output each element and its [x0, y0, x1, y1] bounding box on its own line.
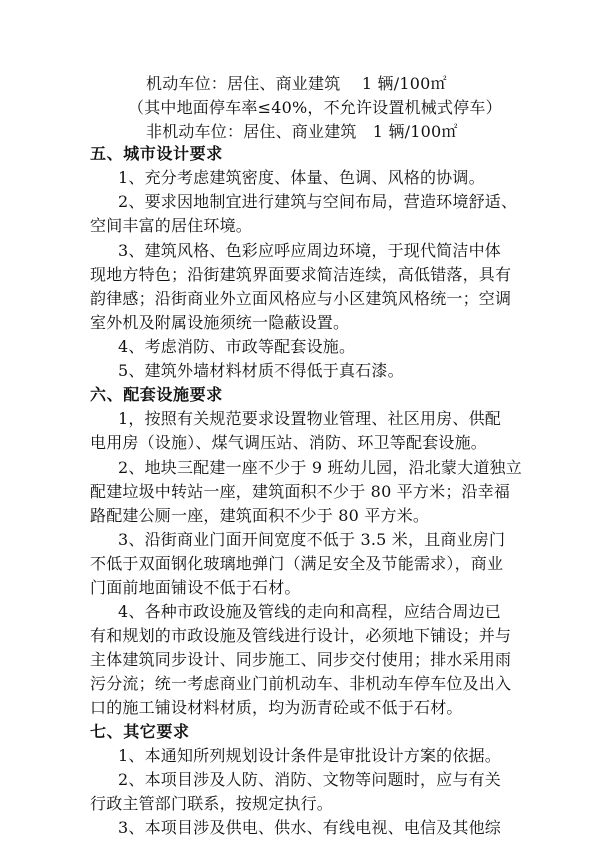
section-6-line: 配建垃圾中转站一座，建筑面积不少于 80 平方米；沿幸福 [90, 482, 511, 501]
section-5-line: 韵律感；沿街商业外立面风格应与小区建筑风格统一；空调 [90, 289, 512, 308]
section-5-line: 5、建筑外墙材料材质不得低于真石漆。 [118, 361, 404, 380]
section-6-line: 有和规划的市政设施及管线进行设计，必须地下铺设；并与 [90, 626, 512, 645]
section-6-line: 2、地块三配建一座不少于 9 班幼儿园，沿北蒙大道独立 [118, 458, 522, 477]
section-6-line: 3、沿街商业门面开间宽度不低于 3.5 米，且商业房门 [118, 530, 506, 549]
section-5-line: 2、要求因地制宜进行建筑与空间布局，营造环境舒适、 [118, 192, 518, 211]
section-7-line: 3、本项目涉及供电、供水、有线电视、电信及其他综 [118, 818, 501, 837]
section-6-title: 六、配套设施要求 [90, 385, 223, 404]
parking-motor-note: （其中地面停车率≤40%，不允许设置机械式停车） [128, 98, 502, 117]
section-7-line: 行政主管部门联系，按规定执行。 [90, 794, 334, 813]
section-5-title: 五、城市设计要求 [90, 144, 223, 163]
section-7-line: 2、本项目涉及人防、消防、文物等问题时，应与有关 [118, 770, 501, 789]
section-6-line: 电用房（设施）、煤气调压站、消防、环卫等配套设施。 [90, 433, 488, 452]
section-6-line: 路配建公厕一座，建筑面积不少于 80 平方米。 [90, 506, 430, 525]
section-6-line: 门面前地面铺设不低于石材。 [90, 578, 301, 597]
section-7-line: 1、本通知所列规划设计条件是审批设计方案的依据。 [118, 746, 501, 765]
section-6-line: 主体建筑同步设计、同步施工、同步交付使用；排水采用雨 [90, 650, 512, 669]
section-6-line: 污分流；统一考虑商业门前机动车、非机动车停车位及出入 [90, 674, 512, 693]
section-5-line: 室外机及附属设施须统一隐蔽设置。 [90, 313, 350, 332]
section-6-line: 4、各种市政设施及管线的走向和高程，应结合周边已 [118, 602, 501, 621]
section-6-line: 口的施工铺设材料材质，均为沥青砼或不低于石材。 [90, 698, 463, 717]
section-7-title: 七、其它要求 [90, 722, 190, 741]
section-5-line: 4、考虑消防、市政等配套设施。 [118, 337, 356, 356]
section-6-line: 不低于双面钢化玻璃地弹门（满足安全及节能需求），商业 [90, 554, 504, 573]
section-5-line: 1、充分考虑建筑密度、体量、色调、风格的协调。 [118, 168, 485, 187]
section-5-line: 3、建筑风格、色彩应呼应周边环境，于现代简洁中体 [118, 241, 501, 260]
section-5-line: 空间丰富的居住环境。 [90, 216, 253, 235]
section-5-line: 现地方特色；沿街建筑界面要求简洁连续，高低错落，具有 [90, 265, 512, 284]
parking-motor-line: 机动车位：居住、商业建筑 1 辆/100㎡ [146, 74, 447, 93]
parking-nonmotor-line: 非机动车位：居住、商业建筑 1 辆/100㎡ [146, 122, 458, 141]
section-6-line: 1，按照有关规范要求设置物业管理、社区用房、供配 [118, 409, 501, 428]
